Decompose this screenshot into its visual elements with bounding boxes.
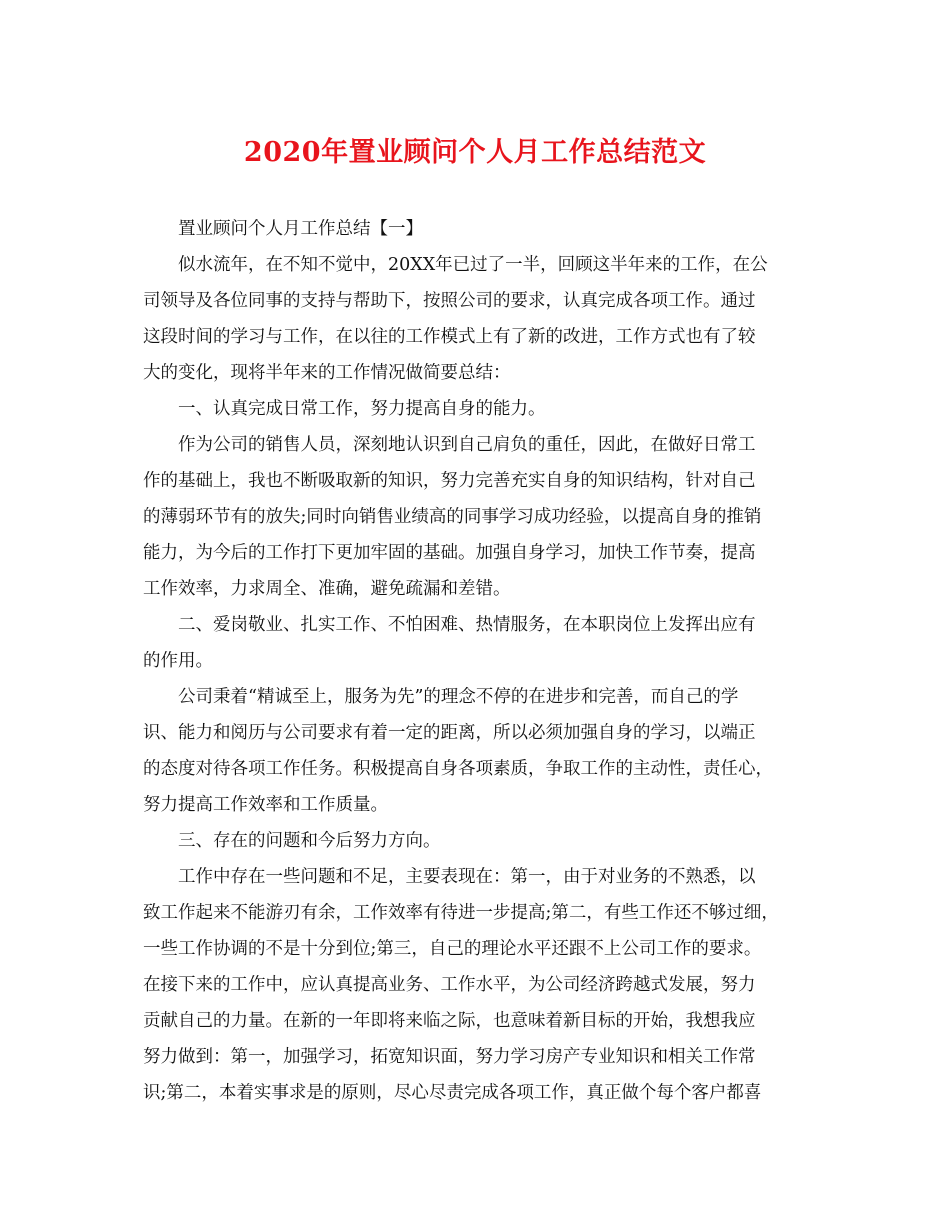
text-line: 公司秉着“精诚至上，服务为先”的理念不停的在进步和完善，而自己的学	[178, 687, 739, 707]
text-line: 置业顾问个人月工作总结【一】	[178, 219, 423, 239]
text-line: 司领导及各位同事的支持与帮助下，按照公司的要求，认真完成各项工作。通过	[143, 291, 756, 311]
text-line: 似水流年，在不知不觉中，20XX年已过了一半，回顾这半年来的工作，在公	[178, 255, 768, 275]
text-line: 努力提高工作效率和工作质量。	[143, 795, 388, 815]
text-line: 致工作起来不能游刃有余，工作效率有待进一步提高;第二，有些工作还不够过细，	[143, 903, 779, 923]
text-line: 努力做到：第一，加强学习，拓宽知识面，努力学习房产专业知识和相关工作常	[143, 1047, 756, 1067]
text-line: 大的变化，现将半年来的工作情况做简要总结：	[143, 363, 511, 383]
text-line: 这段时间的学习与工作，在以往的工作模式上有了新的改进，工作方式也有了较	[143, 327, 756, 347]
document-body	[143, 211, 813, 1111]
text-line: 识;第二，本着实事求是的原则，尽心尽责完成各项工作，真正做个每个客户都喜	[143, 1083, 762, 1103]
text-line: 三、存在的问题和今后努力方向。	[178, 831, 441, 851]
text-line: 识、能力和阅历与公司要求有着一定的距离，所以必须加强自身的学习，以端正	[143, 723, 756, 743]
text-line: 一、认真完成日常工作，努力提高自身的能力。	[178, 399, 546, 419]
text-line: 的薄弱环节有的放失;同时向销售业绩高的同事学习成功经验，以提高自身的推销	[143, 507, 762, 527]
text-line: 作为公司的销售人员，深刻地认识到自己肩负的重任，因此，在做好日常工	[178, 435, 756, 455]
text-line: 的作用。	[143, 651, 213, 671]
text-line: 工作效率，力求周全、准确，避免疏漏和差错。	[143, 579, 511, 599]
document-title: 2020年置业顾问个人月工作总结范文	[243, 137, 707, 168]
text-line: 一些工作协调的不是十分到位;第三，自己的理论水平还跟不上公司工作的要求。	[143, 939, 762, 959]
text-line: 在接下来的工作中，应认真提高业务、工作水平，为公司经济跨越式发展，努力	[143, 975, 756, 995]
text-line: 能力，为今后的工作打下更加牢固的基础。加强自身学习，加快工作节奏，提高	[143, 543, 756, 563]
text-line: 二、爱岗敬业、扎实工作、不怕困难、热情服务，在本职岗位上发挥出应有	[178, 615, 756, 635]
text-line: 贡献自己的力量。在新的一年即将来临之际，也意味着新目标的开始，我想我应	[143, 1011, 756, 1031]
text-line: 作的基础上，我也不断吸取新的知识，努力完善充实自身的知识结构，针对自己	[143, 471, 756, 491]
text-line: 工作中存在一些问题和不足，主要表现在：第一，由于对业务的不熟悉，以	[178, 867, 756, 887]
text-line: 的态度对待各项工作任务。积极提高自身各项素质，争取工作的主动性，责任心，	[143, 759, 773, 779]
